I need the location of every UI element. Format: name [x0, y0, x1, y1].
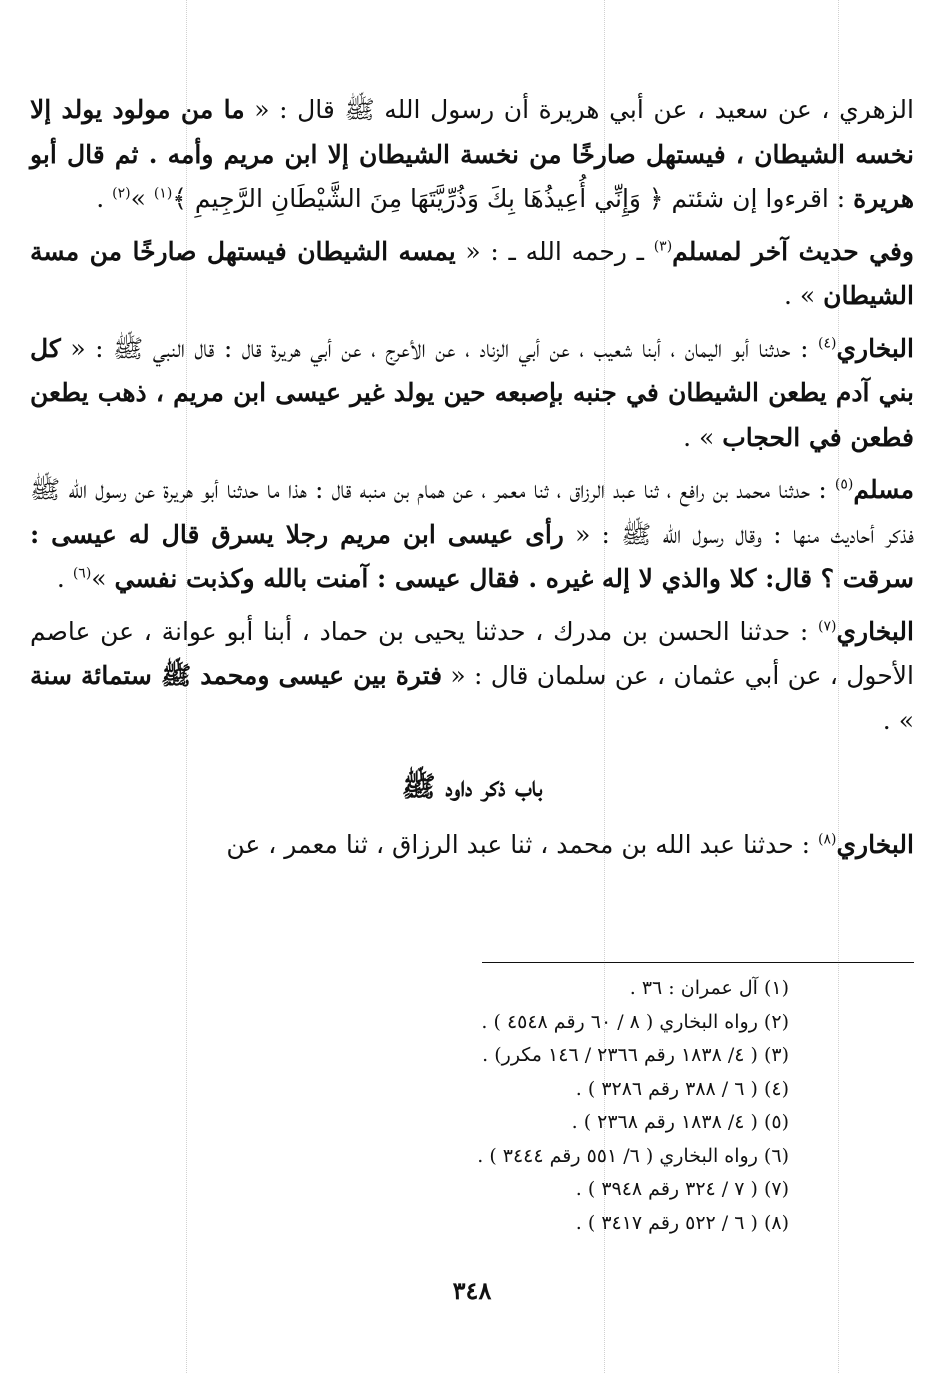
hadith-text: ما من مولود يولد إلا نخسه الشيطان ، فيستهل صارخًا من نخسة الشيطان إلا ابن مريم وأمه . ثم قال أبو هريرة: [30, 95, 914, 213]
hadith-paragraphs-continued: [30, 823, 914, 868]
page-body: [30, 88, 914, 868]
hadith-paragraph: [30, 327, 914, 461]
narration-text: الزهري ، عن سعيد ، عن أبي هريرة أن رسول الله ﷺ قال : «: [244, 95, 914, 124]
narration-text: »: [91, 564, 115, 593]
hadith-paragraph: [30, 823, 914, 868]
narration-text: : حدثنا محمد بن رافع ، ثنا عبد الرزاق ، ثنا معمر ، عن همام بن منبه قال : هذا ما حدثنا أبو هريرة عن رسول الله ﷺ فذكر أحاديث منها : وقال رسول الله ﷺ : «: [30, 475, 915, 549]
footnote-item: (٣) ( ٤/ ١٨٣٨ رقم ٢٣٦٦ / ١٤٦ مكرر) .: [482, 1044, 789, 1066]
narration-text: » .: [783, 281, 824, 310]
chapter-heading: باب ذكر داود ﷺ: [401, 770, 543, 803]
hadith-text: وفي حديث آخر لمسلم: [672, 236, 914, 266]
narration-text: : حدثنا أبو اليمان ، أبنا شعيب ، عن أبي الزناد ، عن الأعرج ، عن أبي هريرة قال : قال النبي ﷺ : «: [60, 333, 819, 363]
hadith-paragraph: [30, 88, 914, 222]
footnote-item: (٨) ( ٦ / ٥٢٢ رقم ٣٤١٧ ) .: [575, 1211, 789, 1234]
footnote-item: (١) آل عمران : ٣٦ .: [629, 977, 789, 999]
hadith-text: البخاري: [836, 830, 914, 859]
footnote-ref: (١): [153, 185, 173, 202]
footnote-item: (٧) ( ٧ / ٣٢٤ رقم ٣٩٤٨ ) .: [575, 1178, 789, 1200]
footnote-ref: (٣): [653, 238, 673, 255]
hadith-paragraph: [30, 468, 914, 602]
narration-text: ـ رحمه الله ـ : «: [455, 236, 654, 266]
footnote-ref: (٧): [818, 618, 837, 635]
narration-text: » .: [882, 705, 914, 735]
hadith-paragraphs: [30, 88, 914, 743]
hadith-text: فترة بين عيسى ومحمد ﷺ ستمائة سنة: [30, 661, 443, 690]
footnote-divider: [482, 962, 914, 963]
footnote-ref: (٤): [818, 335, 837, 352]
hadith-paragraph: [30, 230, 914, 319]
footnote-ref: (٦): [72, 565, 92, 582]
hadith-paragraph: [30, 610, 914, 744]
narration-text: » .: [683, 422, 723, 452]
narration-text: .: [56, 564, 73, 593]
footnote-item: (٢) رواه البخاري ( ٨ / ٦٠ رقم ٤٥٤٨ ) .: [481, 1010, 789, 1033]
footnote-ref: (٥): [834, 476, 854, 493]
footnotes: [420, 972, 789, 1240]
footnote-item: (٤) ( ٦ / ٣٨٨ رقم ٣٢٨٦ ) .: [575, 1077, 789, 1100]
footnote-ref: (٨): [818, 831, 837, 848]
hadith-text: مسلم: [853, 475, 914, 504]
narration-text: : اقرءوا إن شئتم ﴿ وَإِنِّي أُعِيذُهَا بِكَ وَذُرِّيَّتَهَا مِنَ الشَّيْطَانِ الرَّجِيمِ ﴾: [172, 184, 854, 213]
hadith-text: البخاري: [836, 333, 914, 363]
hadith-text: كل بني آدم يطعن الشيطان في جنبه بإصبعه حين يولد غير عيسى ابن مريم ، ذهب يطعن فطعن في الحجاب: [30, 333, 914, 452]
page-number: ٣٤٨: [452, 1276, 492, 1305]
footnote-item: (٦) رواه البخاري ( ٦/ ٥٥١ رقم ٣٤٤٤ ) .: [477, 1144, 789, 1167]
hadith-text: يمسه الشيطان فيستهل صارخًا من مسة الشيطان: [30, 236, 914, 310]
narration-text: .: [96, 184, 113, 213]
narration-text: : حدثنا الحسن بن مدرك ، حدثنا يحيى بن حماد ، أبنا أبو عوانة ، عن عاصم الأحول ، عن أبي عثمان ، عن سلمان قال : «: [30, 616, 915, 690]
hadith-text: رأى عيسى ابن مريم رجلا يسرق قال له عيسى : سرقت ؟ قال: كلا والذي لا إله غيره . فقال عيسى : آمنت بالله وكذبت نفسي: [30, 519, 914, 593]
narration-text: : حدثنا عبد الله بن محمد ، ثنا عبد الرزاق ، ثنا معمر ، عن: [226, 830, 819, 859]
footnote-ref: (٢): [112, 185, 131, 202]
hadith-text: البخاري: [836, 616, 914, 646]
narration-text: »: [130, 184, 154, 213]
footnote-item: (٥) ( ٤/ ١٨٣٨ رقم ٢٣٦٨ ) .: [571, 1111, 789, 1133]
